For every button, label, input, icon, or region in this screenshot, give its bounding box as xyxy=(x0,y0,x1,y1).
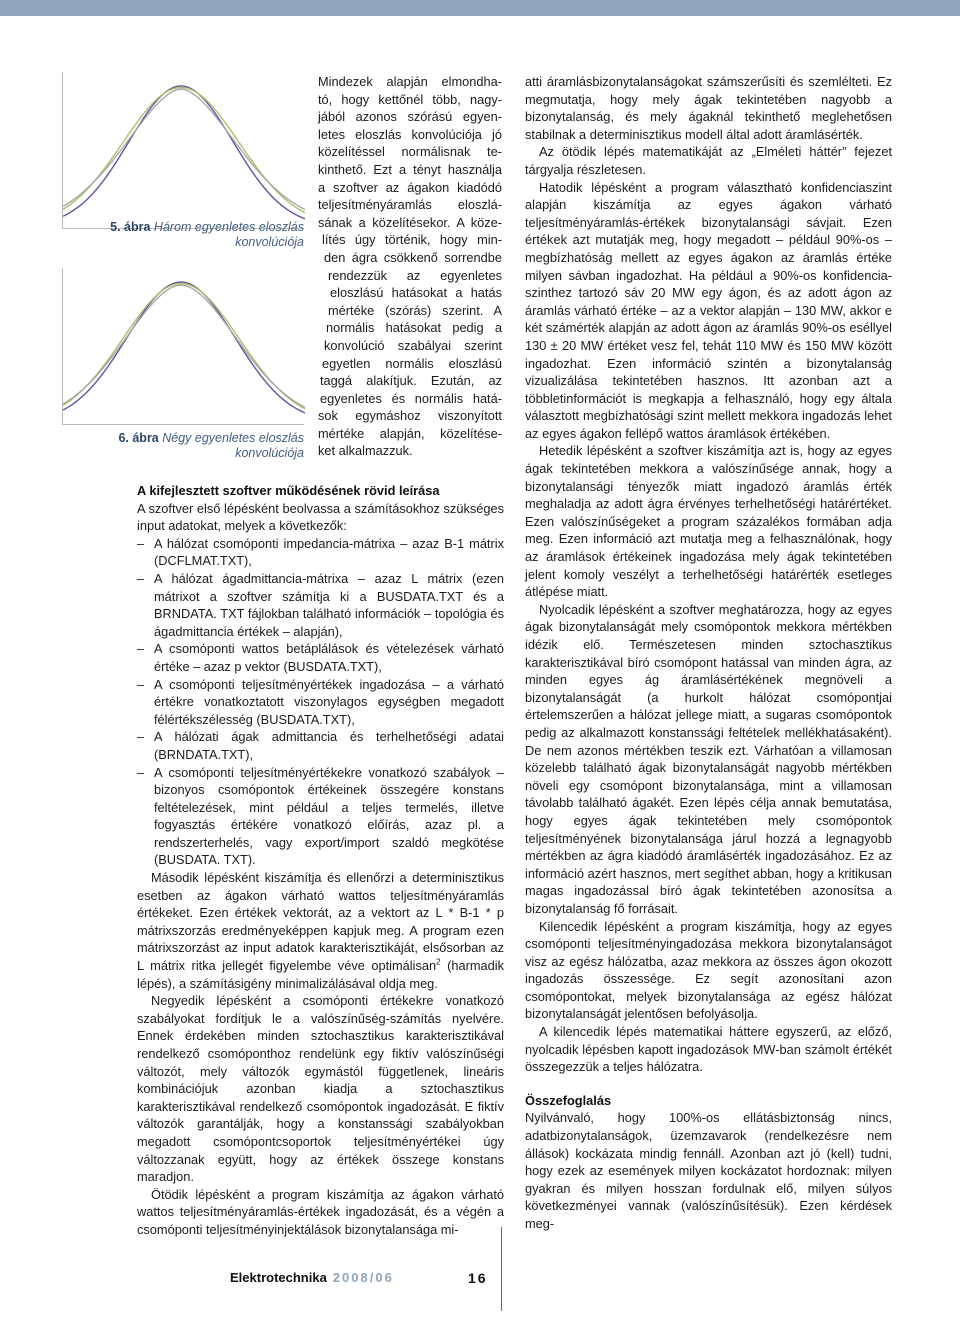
shaped-line: egyetlen normális eloszlású xyxy=(322,355,502,371)
figure-6 xyxy=(62,268,304,425)
figure-5 xyxy=(62,72,304,229)
list-item: – A csomóponti wattos betáplálások és vételezések várható értéke – azaz p vektor (BUSDATA.TXT), xyxy=(137,640,504,675)
shaped-line: egyenletes és normális hatá- xyxy=(320,390,502,406)
figure-5-plot xyxy=(63,72,305,229)
figure-5-caption xyxy=(62,220,304,250)
figure-5-caption-line-1: Három egyenletes eloszlás xyxy=(153,220,304,234)
shaped-line: konvolúció szabályai szerint xyxy=(324,337,502,353)
footer-page xyxy=(468,1270,488,1287)
paragraph-sixth-step: Hatodik lépésként a program választható konfidenciaszint alapján kiszámítja az egyes ágakon várható teljesítményáramlás-értékek bizonytalansági sávjait. Ezen értékek azt mutatják meg, hogy megadott – például 90%-os – megbízhatóság mellett az egyes ágakon az áramlás értéke milyen sávban ingadozhat. Ha például a 90%-os konfidencia-szinthez tartozó sáv 20 MW egy ágon, és az adott ágon az áramlás várható értéke – az a vektor alapján – 130 MW, akkor e két számérték alapján az adott ágon az áramlás 90%-os eséllyel 130 ± 20 MW értéket vesz fel, tehát 110 MW és 150 MW között ingadozhat. Ezen információ szintén a bizonytalanság vizualizálása tekintetében hasznos. Itt azonban azt a többletinformációt is megkapja a felhasználó, hogy egy általa választott megbízhatósági szint mellett mekkora ingadozás lehet az egyes ágakon fellépő wattos áramlások értékében. xyxy=(525,179,892,441)
shaped-line: a szoftver az ágakon kiadódó xyxy=(318,179,502,195)
shaped-line: mértéke (szórás) szerint. A xyxy=(328,302,502,318)
shaped-line: taggá alakítjuk. Ezután, az xyxy=(320,373,502,389)
shaped-line: sának a közelítésekor. A köze- xyxy=(318,214,502,230)
figure-5-caption-line-2: konvolúciója xyxy=(235,235,304,249)
shaped-line: kinthető. Ezt a tényt használja xyxy=(318,161,502,177)
footer xyxy=(230,1270,394,1286)
right-column xyxy=(525,73,892,1233)
shaped-line: Mindezek alapján elmondha- xyxy=(318,74,502,89)
figure-5-number: 5. ábra xyxy=(110,220,151,234)
main-column xyxy=(137,482,504,1239)
shaped-line: rendezzük az egyenletes xyxy=(328,267,502,283)
shaped-line: den ágra csökkenő sorrendbe xyxy=(324,249,502,265)
paragraph-seventh-step: Hetedik lépésként a szoftver kiszámítja azt is, hogy az egyes ágak tekintetében mekkora a valószínűsége annak, hogy a bizonytalansági tényezők miatt ingadozó áramlás érték meghaladja az adott ágra érvényes terhelhetőségi határértéket. Ezen valószínűségeket a program százalékos formában adja meg. Ezen információ azt mutatja meg a felhasználónak, hogy az áramlások értékeinek ingadozása mely ágak tekintetében jelent komoly veszélyt a terhelhetőségi határérték esetleges átlépése miatt. xyxy=(525,443,892,600)
shaped-line: közelítéssel normálisnak te- xyxy=(318,144,502,160)
figure-6-caption xyxy=(62,431,304,461)
footer-issue: 2008/06 xyxy=(332,1270,394,1285)
shaped-line: mértéke alapján, közelítése- xyxy=(318,425,502,441)
middle-column-shaped xyxy=(318,73,502,460)
section-intro: A szoftver első lépésként beolvassa a számításokhoz szükséges input adatokat, melyek a következők: xyxy=(137,500,504,534)
shaped-line: eloszlású hatásokat a hatás xyxy=(330,285,502,301)
curve-convolution xyxy=(63,285,305,407)
summary-heading: Összefoglalás xyxy=(525,1092,612,1108)
input-data-list xyxy=(137,535,504,869)
figure-6-plot xyxy=(63,268,305,425)
figure-6-caption-line-2: konvolúciója xyxy=(235,446,304,460)
curve-approximation xyxy=(63,284,305,409)
footer-rule xyxy=(501,1227,502,1311)
list-item: – A csomóponti teljesítményértékekre vonatkozó szabályok – bizonyos csomópontok értékeinek összegére konstans feltételezések, mint például a teljes termelés, illetve fogyasztás értékére vonatkozó előírás, azaz pl. a rendszerterhelés, vagy export/import szaldó megkötése (BUSDATA. TXT). xyxy=(137,764,504,870)
shaped-line: tó, hogy kettőnél több, nagy- xyxy=(318,91,502,107)
shaped-line: jából azonos szórású egyen- xyxy=(318,109,502,125)
figure-6-caption-line-1: Négy egyenletes eloszlás xyxy=(162,431,304,445)
paragraph-fourth-step: Negyedik lépésként a csomóponti értékekre vonatkozó szabályokat fordítjuk le a valószínűség-számítás nyelvére. Ennek érdekében minden sztochasztikus karakterisztikával rendelkező csomóponthoz rendelünk egy fiktív valószínűségi változót, mely változók egymástól függetlenek, lineáris kombinációjuk azonban kiadja a sztochasztikus karakterisztikával rendelkező csomópontok ingadozását. E fiktív változók garantálják, hogy a konstanssági szabályokban megadott csomópontcsoportok teljesítményértékei úgy változzanak együtt, hogy az értékek összege konstans maradjon. xyxy=(137,993,504,1185)
figure-6-number: 6. ábra xyxy=(118,431,159,445)
curve-convolution xyxy=(63,89,305,210)
paragraph-ninth-math: A kilencedik lépés matematikai háttere egyszerű, az előző, nyolcadik lépésben kapott ingadozások MW-ban számolt értékét összegezzük a teljes hálózatra. xyxy=(525,1024,892,1075)
curve-normal xyxy=(63,86,305,219)
paragraph-eighth-step: Nyolcadik lépésként a szoftver meghatározza, hogy az egyes ágak bizonytalanságát mely csomópontok mekkora mértékben idézik elő. Természetesen minden sztochasztikus karakterisztikával bíró csomópont hatással van minden ágra, az minden egyes ág áramlásértékének megnöveli a bizonytalanságát (a hurkolt hálózat csomópontjai értelemszerűen a hálózat jellege miatt, a sugaras csomópontok pedig az alkalmazott konstanssági feltételek mellékhatásaként). De nem azonos mértékben teszik ezt. Várhatóan a villamosan közelebb található ágak bizonytalanságát nagyobb mértékben növeli egy csomópont bizonytalansága, mint a villamosan távolabb található ágakét. Ezen lépés célja annak bemutatása, hogy egyes ágak tekintetében mely csomópontok teljesítményének bizonytalansága járul hozzá a legnagyobb mértékben az ágra kiadódó áramlásérték ingadozásához. Ez az információ azért hasznos, mert segíthet abban, hogy a kritikusan magas ingadozással bíró ágak tekintetében azonosítsa a bizonytalanság fő forrásait. xyxy=(525,601,892,916)
shaped-line: sok egymáshoz viszonyított xyxy=(318,408,502,424)
list-item: – A hálózati ágak admittancia és terhelhetőségi adatai (BRNDATA.TXT), xyxy=(137,728,504,763)
shaped-line: normális hatásokat pedig a xyxy=(326,320,502,336)
paragraph-fifth-step: Ötödik lépésként a program kiszámítja az ágakon várható wattos teljesítményáramlás-értékek ingadozását, és a végén a csomóponti teljesítményinjektálások bizonytalansága mi- xyxy=(137,1186,504,1237)
list-item: – A hálózat csomóponti impedancia-mátrixa – azaz B-1 mátrix (DCFLMAT.TXT), xyxy=(137,535,504,570)
curve-normal xyxy=(63,282,305,413)
paragraph-second-step: Második lépésként kiszámítja és ellenőrzi a determinisztikus esetben az ágakon várható wattos teljesítményáramlás értékeket. Ezen értékek vektorát, az a vektort az L * B-1 * p mátrixszorzás eredményeképpen kapjuk meg. A program ezen mátrixszorzást az input adatok karakterisztikáját, elsősorban az L mátrix ritka jellegét figyelembe véve optimálisan$^2$ (harmadik lépés), a számításigény minimalizálásával oldja meg. xyxy=(137,870,504,991)
paragraph-continuation: atti áramlásbizonytalanságokat számszerűsíti és szemlélteti. Ez megmutatja, hogy mely ágak tekintetében nagyobb a bizonytalanság, és mely ágaknál tekinthető meglehetősen stabilnak a determinisztikus modell által adott áramlásérték. xyxy=(525,74,892,142)
list-item: – A csomóponti teljesítményértékek ingadozása – a várható értékre vonatkoztatott viszonylagos egységben megadott félértékszélesség (BUSDATA.TXT), xyxy=(137,676,504,729)
shaped-line: letes eloszlás konvolúciója jó xyxy=(318,126,502,142)
shaped-line: teljesítményáramlás eloszlá- xyxy=(318,197,502,213)
section-heading: A kifejlesztett szoftver működésének rövid leírása xyxy=(137,483,440,498)
paragraph-summary: Nyilvánvaló, hogy 100%-os ellátásbiztonság nincs, adatbizonytalanságok, üzemzavarok (rendelkezésre nem állások) kockázata mindig fennáll. Azonban azt jó (kell) tudni, hogy ezek az események milyen kockázatot hordoznak: milyen gyakran és milyen hosszan fordulnak elő, milyen súlyos következményei vannak (valószínűsítésük). Ezen kérdések meg- xyxy=(525,1110,892,1231)
footer-publication: Elektrotechnika xyxy=(230,1270,327,1285)
page-number: 16 xyxy=(468,1270,488,1286)
shaped-line: ket alkalmazzuk. xyxy=(318,443,413,459)
header-accent-bar xyxy=(0,0,960,16)
paragraph-ninth-step: Kilencedik lépésként a program kiszámítja, hogy az egyes csomóponti teljesítményingadozása mekkora bizonytalanságot visz az egész hálózatba, azaz mekkora az összes ágon okozott ingadozás összessége. Ez segít azonosítani azon csomópontokat, melyek bizonytalansága az egész hálózat bizonytalanságát jelentősen befolyásolja. xyxy=(525,918,892,1022)
list-item: – A hálózat ágadmittancia-mátrixa – azaz L mátrix (ezen mátrixot a szoftver számítja ki a BUSDATA.TXT és a BRNDATA. TXT fájlokban található információk – topológia és ágadmittancia értékek – alapján), xyxy=(137,570,504,640)
paragraph-reference: Az ötödik lépés matematikáját az „Elméleti háttér” fejezet tárgyalja részletesen. xyxy=(525,144,892,177)
shaped-line: lítés úgy történik, hogy min- xyxy=(322,232,502,248)
